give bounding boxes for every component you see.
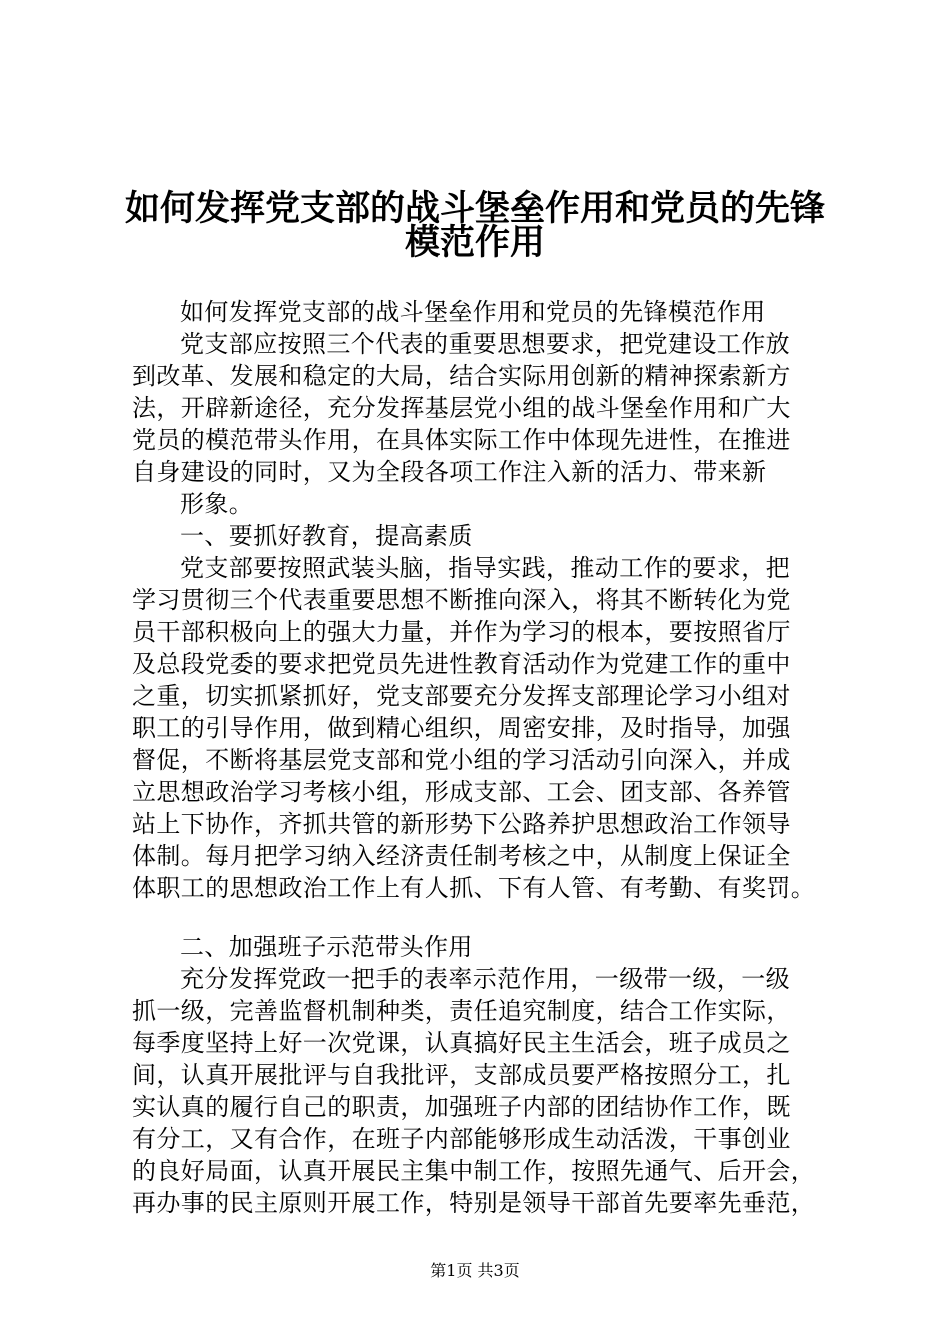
text-line: 形象。	[180, 490, 254, 518]
text-line: 抓一级，完善监督机制种类，责任追究制度，结合工作实际，	[132, 997, 791, 1025]
section-heading: 二、加强班子示范带头作用	[180, 933, 473, 961]
text-line: 再办事的民主原则开展工作，特别是领导干部首先要率先垂范，	[132, 1189, 816, 1217]
text-line: 之重，切实抓紧抓好，党支部要充分发挥支部理论学习小组对	[132, 682, 791, 710]
text-line: 党支部要按照武装头脑，指导实践，推动工作的要求，把	[180, 554, 790, 582]
text-line: 立思想政治学习考核小组，形成支部、工会、团支部、各养管	[132, 778, 791, 806]
text-line: 及总段党委的要求把党员先进性教育活动作为党建工作的重中	[132, 650, 791, 678]
text-line: 督促，不断将基层党支部和党小组的学习活动引向深入，并成	[132, 746, 791, 774]
text-line: 党支部应按照三个代表的重要思想要求，把党建设工作放	[180, 330, 790, 358]
text-line: 法，开辟新途径，充分发挥基层党小组的战斗堡垒作用和广大	[132, 394, 791, 422]
section-heading: 一、要抓好教育，提高素质	[180, 522, 473, 550]
text-line: 充分发挥党政一把手的表率示范作用，一级带一级，一级	[180, 965, 790, 993]
text-line: 每季度坚持上好一次党课，认真搞好民主生活会，班子成员之	[132, 1029, 791, 1057]
text-line: 间，认真开展批评与自我批评，支部成员要严格按照分工，扎	[132, 1061, 791, 1089]
text-line: 有分工，又有合作，在班子内部能够形成生动活泼，干事创业	[132, 1125, 791, 1153]
text-line: 员干部积极向上的强大力量，并作为学习的根本，要按照省厅	[132, 618, 791, 646]
text-line: 如何发挥党支部的战斗堡垒作用和党员的先锋模范作用	[180, 298, 766, 326]
document-title-line-1: 如何发挥党支部的战斗堡垒作用和党员的先锋	[124, 188, 825, 229]
text-line: 自身建设的同时，又为全段各项工作注入新的活力、带来新	[132, 458, 767, 486]
text-line: 党员的模范带头作用，在具体实际工作中体现先进性，在推进	[132, 426, 791, 454]
text-line: 到改革、发展和稳定的大局，结合实际用创新的精神探索新方	[132, 362, 791, 390]
text-line: 职工的引导作用，做到精心组织，周密安排，及时指导，加强	[132, 714, 791, 742]
text-line: 体职工的思想政治工作上有人抓、下有人管、有考勤、有奖罚。	[132, 874, 816, 902]
page-number-footer: 第1页 共3页	[430, 1261, 520, 1280]
document-title-line-2: 模范作用	[404, 222, 545, 263]
text-line: 实认真的履行自己的职责，加强班子内部的团结协作工作，既	[132, 1093, 791, 1121]
text-line: 学习贯彻三个代表重要思想不断推向深入，将其不断转化为党	[132, 586, 791, 614]
text-line: 的良好局面，认真开展民主集中制工作，按照先通气、后开会，	[132, 1157, 816, 1185]
text-line: 站上下协作，齐抓共管的新形势下公路养护思想政治工作领导	[132, 810, 791, 838]
text-line: 体制。每月把学习纳入经济责任制考核之中，从制度上保证全	[132, 842, 791, 870]
